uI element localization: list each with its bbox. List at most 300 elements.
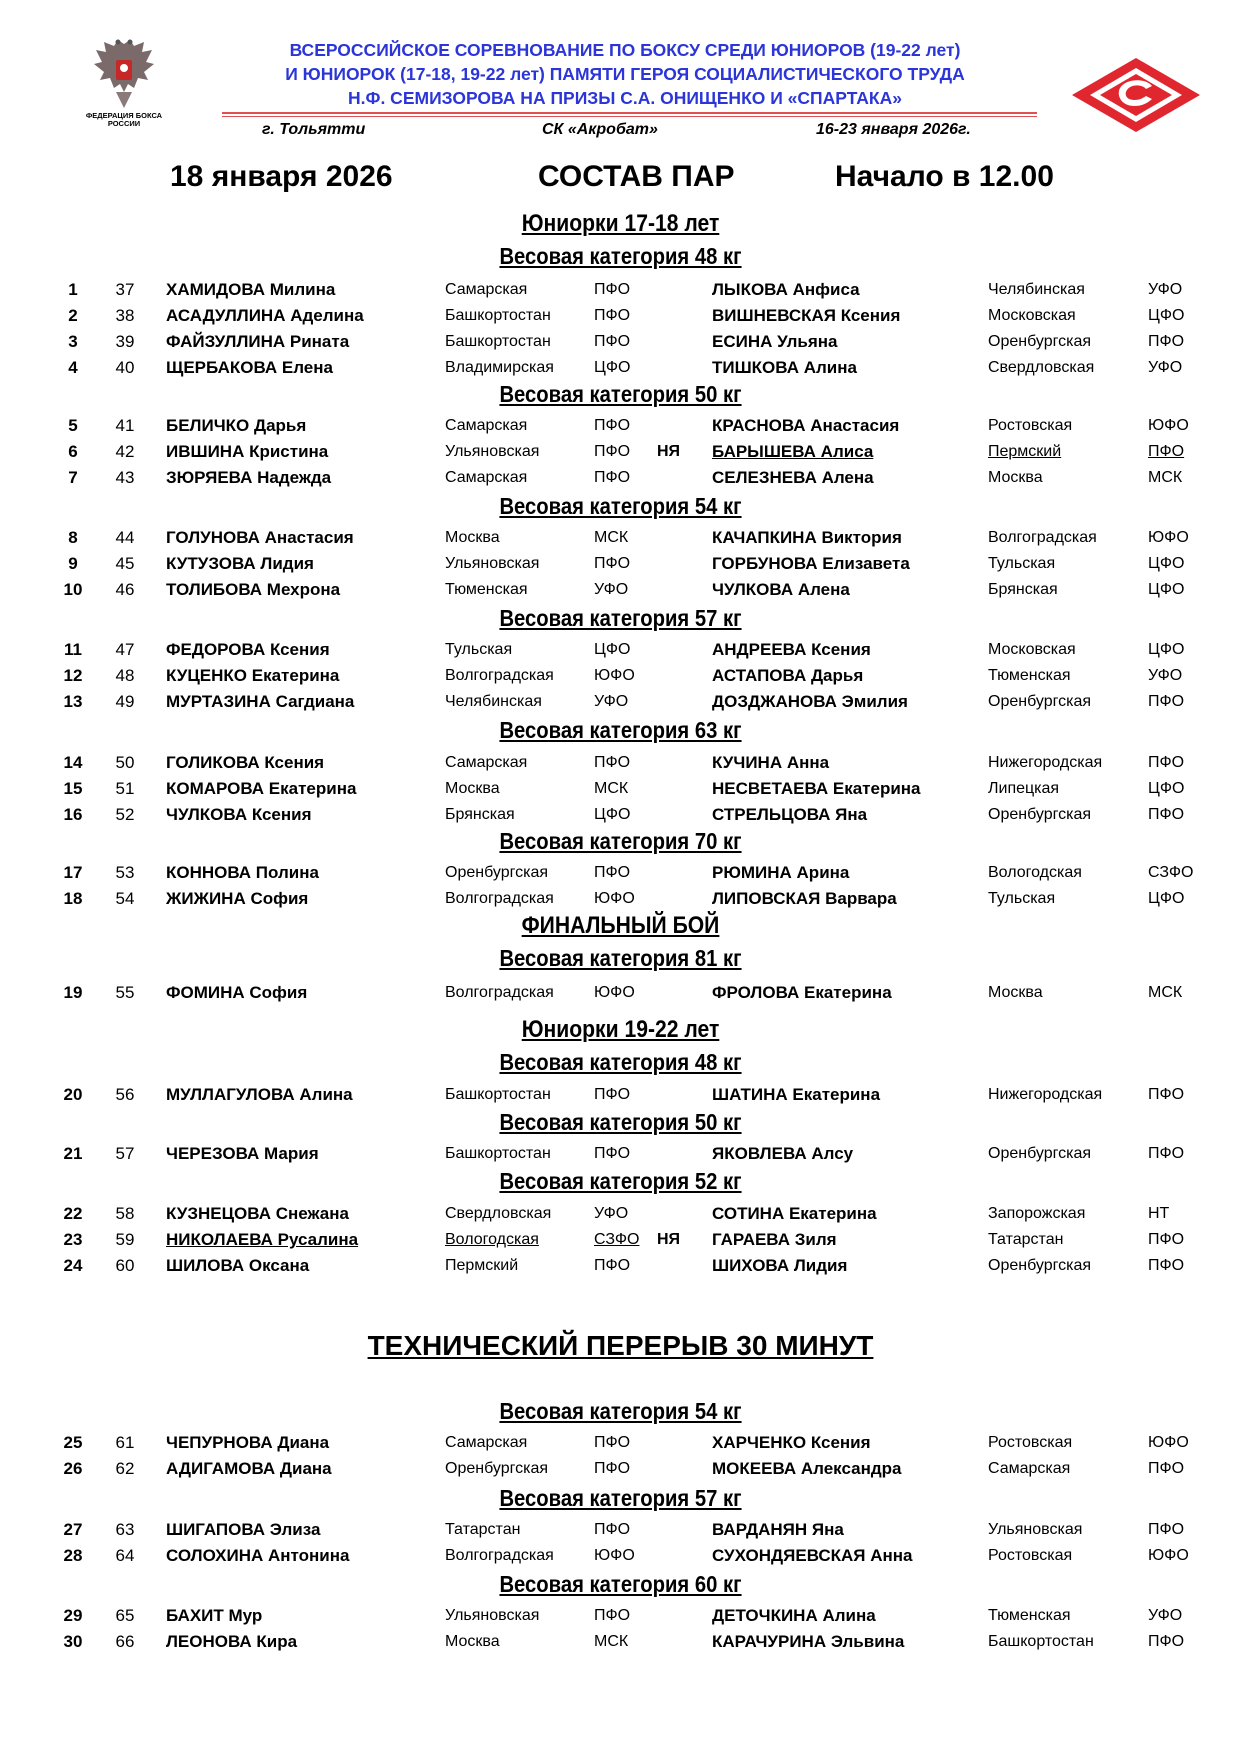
- blue-corner-district: ЮФО: [1148, 529, 1189, 546]
- red-corner-name: БАХИТ Мур: [166, 1606, 263, 1625]
- red-corner-region: Оренбургская: [445, 1460, 549, 1477]
- table-row: [0, 1457, 1241, 1481]
- red-corner-district: ПФО: [594, 443, 631, 460]
- red-corner-district: ПФО: [594, 1086, 631, 1103]
- document-title: СОСТАВ ПАР: [538, 160, 735, 193]
- red-corner-district: ЮФО: [594, 1547, 635, 1564]
- table-row: [0, 330, 1241, 354]
- bout-id: 60: [115, 1256, 135, 1275]
- blue-corner-region: Запорожская: [988, 1205, 1086, 1222]
- red-corner-region: Башкортостан: [445, 1086, 551, 1103]
- bout-number: 27: [63, 1520, 83, 1539]
- bout-id: 53: [115, 863, 135, 882]
- bout-note: НЯ: [657, 443, 681, 460]
- blue-corner-region: Самарская: [988, 1460, 1071, 1477]
- table-row: [0, 1630, 1241, 1654]
- red-corner-district: ЮФО: [594, 984, 635, 1001]
- red-corner-name: ЛЕОНОВА Кира: [166, 1632, 298, 1651]
- table-row: [0, 466, 1241, 490]
- blue-corner-district: ПФО: [1148, 333, 1185, 350]
- bout-number: 12: [63, 666, 83, 685]
- table-row: [0, 578, 1241, 602]
- blue-corner-region: Башкортостан: [988, 1633, 1094, 1650]
- blue-corner-district: ПФО: [1148, 806, 1185, 823]
- red-corner-name: НИКОЛАЕВА Русалина: [166, 1230, 359, 1249]
- blue-corner-name: ШАТИНА Екатерина: [712, 1085, 881, 1104]
- red-corner-district: УФО: [594, 1205, 629, 1222]
- red-corner-name: КУТУЗОВА Лидия: [166, 554, 314, 573]
- federation-caption: ФЕДЕРАЦИЯ БОКСА РОССИИ: [85, 111, 163, 128]
- blue-corner-name: СОТИНА Екатерина: [712, 1204, 877, 1223]
- start-time: Начало в 12.00: [835, 160, 1054, 193]
- section-heading: ФИНАЛЬНЫЙ БОЙ: [521, 912, 720, 939]
- red-corner-district: ПФО: [594, 469, 631, 486]
- blue-corner-district: ПФО: [1148, 1633, 1185, 1650]
- bout-number: 16: [63, 805, 83, 824]
- bout-number: 19: [63, 983, 83, 1002]
- table-row: [0, 440, 1241, 464]
- table-row: [0, 1518, 1241, 1542]
- blue-corner-region: Вологодская: [988, 864, 1082, 881]
- blue-corner-region: Московская: [988, 307, 1076, 324]
- table-row: [0, 1202, 1241, 1226]
- blue-corner-district: УФО: [1148, 1607, 1183, 1624]
- blue-corner-region: Оренбургская: [988, 333, 1092, 350]
- red-corner-name: ИВШИНА Кристина: [166, 442, 329, 461]
- red-corner-region: Башкортостан: [445, 307, 551, 324]
- red-corner-district: МСК: [594, 529, 629, 546]
- red-corner-name: ЧЕПУРНОВА Диана: [166, 1433, 330, 1452]
- red-corner-name: МУРТАЗИНА Сагдиана: [166, 692, 355, 711]
- blue-corner-region: Брянская: [988, 581, 1058, 598]
- blue-corner-district: ПФО: [1148, 443, 1185, 460]
- table-row: [0, 664, 1241, 688]
- blue-corner-district: ЮФО: [1148, 1547, 1189, 1564]
- red-corner-district: ПФО: [594, 1607, 631, 1624]
- bout-id: 62: [115, 1459, 135, 1478]
- section-heading: Весовая категория 50 кг: [499, 1109, 742, 1135]
- section-heading: Весовая категория 48 кг: [499, 243, 742, 269]
- bout-id: 42: [115, 442, 135, 461]
- red-corner-region: Ульяновская: [445, 1607, 540, 1624]
- red-corner-district: ЦФО: [594, 806, 631, 823]
- title-line-3: Н.Ф. СЕМИЗОРОВА НА ПРИЗЫ С.А. ОНИЩЕНКО И «СПАРТАКА»: [348, 88, 902, 108]
- blue-corner-region: Татарстан: [988, 1231, 1064, 1248]
- header-rule-bottom: [222, 116, 1037, 117]
- red-corner-region: Москва: [445, 780, 500, 797]
- red-corner-district: ПФО: [594, 281, 631, 298]
- bout-number: 3: [68, 332, 78, 351]
- blue-corner-name: ЕСИНА Ульяна: [712, 332, 838, 351]
- blue-corner-district: ПФО: [1148, 1521, 1185, 1538]
- bout-id: 37: [115, 280, 135, 299]
- red-corner-name: ТОЛИБОВА Мехрона: [166, 580, 341, 599]
- red-corner-region: Брянская: [445, 806, 515, 823]
- technical-break-notice: ТЕХНИЧЕСКИЙ ПЕРЕРЫВ 30 МИНУТ: [367, 1330, 874, 1361]
- blue-corner-district: ЦФО: [1148, 890, 1185, 907]
- blue-corner-region: Оренбургская: [988, 1257, 1092, 1274]
- red-corner-region: Волгоградская: [445, 1547, 554, 1564]
- bout-number: 8: [68, 528, 78, 547]
- red-corner-district: УФО: [594, 693, 629, 710]
- red-corner-name: ШИЛОВА Оксана: [166, 1256, 310, 1275]
- blue-corner-name: ЧУЛКОВА Алена: [712, 580, 850, 599]
- blue-corner-name: ЯКОВЛЕВА Алсу: [712, 1144, 854, 1163]
- bout-number: 1: [68, 280, 78, 299]
- blue-corner-region: Ульяновская: [988, 1521, 1083, 1538]
- red-corner-name: ФАЙЗУЛЛИНА Рината: [166, 332, 350, 351]
- blue-corner-region: Нижегородская: [988, 754, 1103, 771]
- red-corner-district: ПФО: [594, 1434, 631, 1451]
- blue-corner-name: ЛИПОВСКАЯ Варвара: [712, 889, 897, 908]
- red-corner-region: Волгоградская: [445, 984, 554, 1001]
- blue-corner-district: УФО: [1148, 359, 1183, 376]
- bout-number: 29: [63, 1606, 83, 1625]
- blue-corner-district: ЮФО: [1148, 417, 1189, 434]
- blue-corner-name: ГАРАЕВА Зиля: [712, 1230, 837, 1249]
- table-row: [0, 1083, 1241, 1107]
- red-corner-name: АДИГАМОВА Диана: [166, 1459, 332, 1478]
- bout-id: 47: [115, 640, 135, 659]
- bout-id: 64: [115, 1546, 135, 1565]
- blue-corner-name: ФРОЛОВА Екатерина: [712, 983, 892, 1002]
- red-corner-district: ПФО: [594, 555, 631, 572]
- red-corner-region: Вологодская: [445, 1231, 539, 1248]
- bout-number: 11: [64, 640, 82, 659]
- red-corner-region: Москва: [445, 1633, 500, 1650]
- red-corner-name: ШИГАПОВА Элиза: [166, 1520, 321, 1539]
- blue-corner-region: Оренбургская: [988, 693, 1092, 710]
- section-heading: Весовая категория 81 кг: [499, 945, 742, 971]
- table-row: [0, 638, 1241, 662]
- blue-corner-region: Москва: [988, 984, 1043, 1001]
- red-corner-district: ПФО: [594, 417, 631, 434]
- blue-corner-name: БАРЫШЕВА Алиса: [712, 442, 874, 461]
- blue-corner-region: Москва: [988, 469, 1043, 486]
- bout-number: 6: [68, 442, 78, 461]
- blue-corner-name: КАРАЧУРИНА Эльвина: [712, 1632, 905, 1651]
- blue-corner-district: СЗФО: [1148, 864, 1194, 881]
- blue-corner-region: Тюменская: [988, 667, 1071, 684]
- red-corner-name: КУЦЕНКО Екатерина: [166, 666, 340, 685]
- bout-number: 21: [63, 1144, 83, 1163]
- red-corner-name: СОЛОХИНА Антонина: [166, 1546, 350, 1565]
- blue-corner-region: Тульская: [988, 890, 1056, 907]
- section-heading: Весовая категория 57 кг: [499, 605, 742, 631]
- blue-corner-name: ТИШКОВА Алина: [712, 358, 857, 377]
- bout-id: 55: [115, 983, 135, 1002]
- table-row: [0, 803, 1241, 827]
- red-corner-region: Самарская: [445, 281, 528, 298]
- bout-id: 44: [115, 528, 135, 547]
- table-row: [0, 1544, 1241, 1568]
- blue-corner-name: СУХОНДЯЕВСКАЯ Анна: [712, 1546, 913, 1565]
- table-row: [0, 751, 1241, 775]
- blue-corner-district: ЦФО: [1148, 555, 1185, 572]
- red-corner-name: ЧЕРЕЗОВА Мария: [166, 1144, 319, 1163]
- blue-corner-district: ПФО: [1148, 1086, 1185, 1103]
- red-corner-district: ПФО: [594, 754, 631, 771]
- competition-title: [205, 38, 1045, 110]
- red-corner-region: Самарская: [445, 754, 528, 771]
- table-row: [0, 887, 1241, 911]
- blue-corner-region: Ростовская: [988, 1547, 1073, 1564]
- red-corner-region: Татарстан: [445, 1521, 521, 1538]
- blue-corner-region: Оренбургская: [988, 806, 1092, 823]
- table-row: [0, 356, 1241, 380]
- red-corner-district: ПФО: [594, 333, 631, 350]
- bout-id: 48: [115, 666, 135, 685]
- blue-corner-name: ХАРЧЕНКО Ксения: [712, 1433, 871, 1452]
- bout-number: 10: [63, 580, 83, 599]
- red-corner-district: ПФО: [594, 1460, 631, 1477]
- red-corner-region: Башкортостан: [445, 333, 551, 350]
- blue-corner-region: Тюменская: [988, 1607, 1071, 1624]
- bout-number: 25: [63, 1433, 83, 1452]
- bout-id: 51: [115, 779, 135, 798]
- bout-id: 41: [115, 416, 135, 435]
- blue-corner-district: НТ: [1148, 1205, 1170, 1222]
- bout-number: 28: [63, 1546, 83, 1565]
- red-corner-region: Самарская: [445, 469, 528, 486]
- blue-corner-district: ПФО: [1148, 1460, 1185, 1477]
- blue-corner-region: Липецкая: [988, 780, 1060, 797]
- bout-number: 7: [68, 468, 78, 487]
- blue-corner-region: Свердловская: [988, 359, 1095, 376]
- double-headed-eagle-icon: [92, 38, 156, 110]
- bout-id: 65: [115, 1606, 135, 1625]
- bout-id: 43: [115, 468, 135, 487]
- bout-id: 58: [115, 1204, 135, 1223]
- red-corner-region: Свердловская: [445, 1205, 552, 1222]
- event-dates: 16-23 января 2026г.: [816, 121, 971, 138]
- blue-corner-region: Нижегородская: [988, 1086, 1103, 1103]
- red-corner-region: Челябинская: [445, 693, 542, 710]
- red-corner-name: ФОМИНА София: [166, 983, 308, 1002]
- blue-corner-name: ЛЫКОВА Анфиса: [712, 280, 860, 299]
- bout-number: 13: [63, 692, 83, 711]
- red-corner-district: МСК: [594, 1633, 629, 1650]
- red-corner-region: Владимирская: [445, 359, 554, 376]
- bout-number: 2: [68, 306, 78, 325]
- red-corner-region: Пермский: [445, 1257, 519, 1274]
- blue-corner-name: МОКЕЕВА Александра: [712, 1459, 902, 1478]
- bout-number: 14: [63, 753, 83, 772]
- red-corner-district: ЮФО: [594, 890, 635, 907]
- bout-id: 61: [115, 1433, 135, 1452]
- section-heading: Юниорки 17-18 лет: [521, 210, 720, 237]
- bout-number: 26: [63, 1459, 83, 1478]
- red-corner-region: Тюменская: [445, 581, 528, 598]
- table-row: [0, 1254, 1241, 1278]
- table-row: [0, 981, 1241, 1005]
- blue-corner-region: Пермский: [988, 443, 1062, 460]
- table-row: [0, 414, 1241, 438]
- section-heading: Весовая категория 52 кг: [499, 1168, 742, 1194]
- bout-id: 66: [115, 1632, 135, 1651]
- red-corner-name: ЖИЖИНА София: [166, 889, 309, 908]
- red-corner-region: Тульская: [445, 641, 513, 658]
- red-corner-name: КУЗНЕЦОВА Снежана: [166, 1204, 349, 1223]
- blue-corner-name: ШИХОВА Лидия: [712, 1256, 848, 1275]
- blue-corner-region: Ростовская: [988, 1434, 1073, 1451]
- section-heading: Весовая категория 50 кг: [499, 381, 742, 407]
- bout-day: 18 января 2026: [170, 160, 393, 193]
- table-row: [0, 1142, 1241, 1166]
- blue-corner-region: Ростовская: [988, 417, 1073, 434]
- red-corner-region: Оренбургская: [445, 864, 549, 881]
- event-city: г. Тольятти: [262, 121, 366, 138]
- blue-corner-name: АСТАПОВА Дарья: [712, 666, 864, 685]
- bout-number: 22: [63, 1204, 83, 1223]
- section-heading: Весовая категория 54 кг: [499, 1398, 742, 1424]
- red-corner-district: ЮФО: [594, 667, 635, 684]
- document-header: [0, 0, 1241, 150]
- red-corner-district: МСК: [594, 780, 629, 797]
- red-corner-district: ПФО: [594, 1521, 631, 1538]
- blue-corner-district: ЦФО: [1148, 581, 1185, 598]
- section-heading: Весовая категория 54 кг: [499, 493, 742, 519]
- bout-number: 15: [63, 779, 83, 798]
- boxing-federation-logo: [84, 38, 164, 130]
- bout-id: 46: [115, 580, 135, 599]
- red-corner-district: ПФО: [594, 307, 631, 324]
- table-row: [0, 304, 1241, 328]
- red-corner-name: ХАМИДОВА Милина: [166, 280, 336, 299]
- blue-corner-name: ДЕТОЧКИНА Алина: [712, 1606, 876, 1625]
- blue-corner-district: УФО: [1148, 667, 1183, 684]
- red-corner-name: МУЛЛАГУЛОВА Алина: [166, 1085, 353, 1104]
- section-heading: Весовая категория 48 кг: [499, 1049, 742, 1075]
- red-corner-name: ФЕДОРОВА Ксения: [166, 640, 330, 659]
- blue-corner-district: ПФО: [1148, 693, 1185, 710]
- red-corner-region: Волгоградская: [445, 890, 554, 907]
- blue-corner-region: Челябинская: [988, 281, 1085, 298]
- blue-corner-name: АНДРЕЕВА Ксения: [712, 640, 871, 659]
- bout-id: 54: [115, 889, 135, 908]
- red-corner-district: ЦФО: [594, 641, 631, 658]
- title-line-1: ВСЕРОССИЙСКОЕ СОРЕВНОВАНИЕ ПО БОКСУ СРЕДИ ЮНИОРОВ (19-22 лет): [289, 40, 961, 60]
- bout-number: 30: [63, 1632, 83, 1651]
- blue-corner-name: РЮМИНА Арина: [712, 863, 850, 882]
- bout-number: 4: [68, 358, 78, 377]
- blue-corner-name: СТРЕЛЬЦОВА Яна: [712, 805, 868, 824]
- red-corner-district: ЦФО: [594, 359, 631, 376]
- blue-corner-name: ДОЗДЖАНОВА Эмилия: [712, 692, 908, 711]
- table-row: [0, 552, 1241, 576]
- blue-corner-district: ЦФО: [1148, 307, 1185, 324]
- red-corner-district: ПФО: [594, 1145, 631, 1162]
- red-corner-district: ПФО: [594, 864, 631, 881]
- blue-corner-name: ГОРБУНОВА Елизавета: [712, 554, 910, 573]
- blue-corner-name: НЕСВЕТАЕВА Екатерина: [712, 779, 921, 798]
- blue-corner-district: ЦФО: [1148, 641, 1185, 658]
- red-corner-region: Москва: [445, 529, 500, 546]
- bout-id: 38: [115, 306, 135, 325]
- red-corner-name: КОМАРОВА Екатерина: [166, 779, 357, 798]
- section-heading: Весовая категория 70 кг: [499, 828, 742, 854]
- red-corner-region: Самарская: [445, 417, 528, 434]
- bout-id: 49: [115, 692, 135, 711]
- red-corner-name: КОННОВА Полина: [166, 863, 319, 882]
- spartak-logo: [1070, 56, 1202, 134]
- blue-corner-district: ПФО: [1148, 1145, 1185, 1162]
- red-corner-name: АСАДУЛЛИНА Аделина: [166, 306, 364, 325]
- blue-corner-region: Волгоградская: [988, 529, 1097, 546]
- bout-id: 56: [115, 1085, 135, 1104]
- blue-corner-region: Тульская: [988, 555, 1056, 572]
- bout-id: 45: [115, 554, 135, 573]
- red-corner-name: ГОЛУНОВА Анастасия: [166, 528, 354, 547]
- bout-number: 18: [63, 889, 83, 908]
- table-row: [0, 690, 1241, 714]
- blue-corner-name: ВИШНЕВСКАЯ Ксения: [712, 306, 901, 325]
- table-row: [0, 1604, 1241, 1628]
- red-corner-district: СЗФО: [594, 1231, 640, 1248]
- table-row: [0, 861, 1241, 885]
- bout-note: НЯ: [657, 1231, 681, 1248]
- blue-corner-name: КАЧАПКИНА Виктория: [712, 528, 902, 547]
- blue-corner-district: ПФО: [1148, 1231, 1185, 1248]
- bout-id: 59: [115, 1230, 135, 1249]
- blue-corner-district: ПФО: [1148, 1257, 1185, 1274]
- table-row: [0, 777, 1241, 801]
- red-corner-region: Башкортостан: [445, 1145, 551, 1162]
- blue-corner-district: МСК: [1148, 984, 1183, 1001]
- red-corner-region: Ульяновская: [445, 443, 540, 460]
- title-line-2: И ЮНИОРОК (17-18, 19-22 лет) ПАМЯТИ ГЕРОЯ СОЦИАЛИСТИЧЕСКОГО ТРУДА: [285, 64, 965, 84]
- table-row: [0, 278, 1241, 302]
- blue-corner-district: УФО: [1148, 281, 1183, 298]
- red-corner-name: ЧУЛКОВА Ксения: [166, 805, 312, 824]
- red-corner-district: ПФО: [594, 1257, 631, 1274]
- bout-number: 24: [63, 1256, 83, 1275]
- blue-corner-district: ЮФО: [1148, 1434, 1189, 1451]
- section-heading: Весовая категория 63 кг: [499, 717, 742, 743]
- blue-corner-district: МСК: [1148, 469, 1183, 486]
- red-corner-district: УФО: [594, 581, 629, 598]
- red-corner-name: ЗЮРЯЕВА Надежда: [166, 468, 332, 487]
- red-corner-name: ЩЕРБАКОВА Елена: [166, 358, 333, 377]
- bout-id: 39: [115, 332, 135, 351]
- bout-id: 40: [115, 358, 135, 377]
- table-row: [0, 526, 1241, 550]
- red-corner-region: Самарская: [445, 1434, 528, 1451]
- bout-id: 63: [115, 1520, 135, 1539]
- section-heading: Юниорки 19-22 лет: [521, 1016, 720, 1043]
- header-rule-top: [222, 112, 1037, 114]
- blue-corner-name: СЕЛЕЗНЕВА Алена: [712, 468, 874, 487]
- bout-id: 57: [115, 1144, 135, 1163]
- spartak-diamond-icon: [1070, 56, 1202, 134]
- section-heading: Весовая категория 60 кг: [499, 1571, 742, 1597]
- red-corner-name: ГОЛИКОВА Ксения: [166, 753, 325, 772]
- table-row: [0, 1228, 1241, 1252]
- blue-corner-name: КРАСНОВА Анастасия: [712, 416, 900, 435]
- bout-number: 9: [68, 554, 78, 573]
- table-row: [0, 1431, 1241, 1455]
- red-corner-region: Волгоградская: [445, 667, 554, 684]
- red-corner-region: Ульяновская: [445, 555, 540, 572]
- bout-id: 52: [115, 805, 135, 824]
- blue-corner-district: ПФО: [1148, 754, 1185, 771]
- blue-corner-region: Московская: [988, 641, 1076, 658]
- bout-number: 23: [63, 1230, 83, 1249]
- blue-corner-region: Оренбургская: [988, 1145, 1092, 1162]
- event-venue: СК «Акробат»: [542, 121, 658, 138]
- red-corner-name: БЕЛИЧКО Дарья: [166, 416, 307, 435]
- blue-corner-district: ЦФО: [1148, 780, 1185, 797]
